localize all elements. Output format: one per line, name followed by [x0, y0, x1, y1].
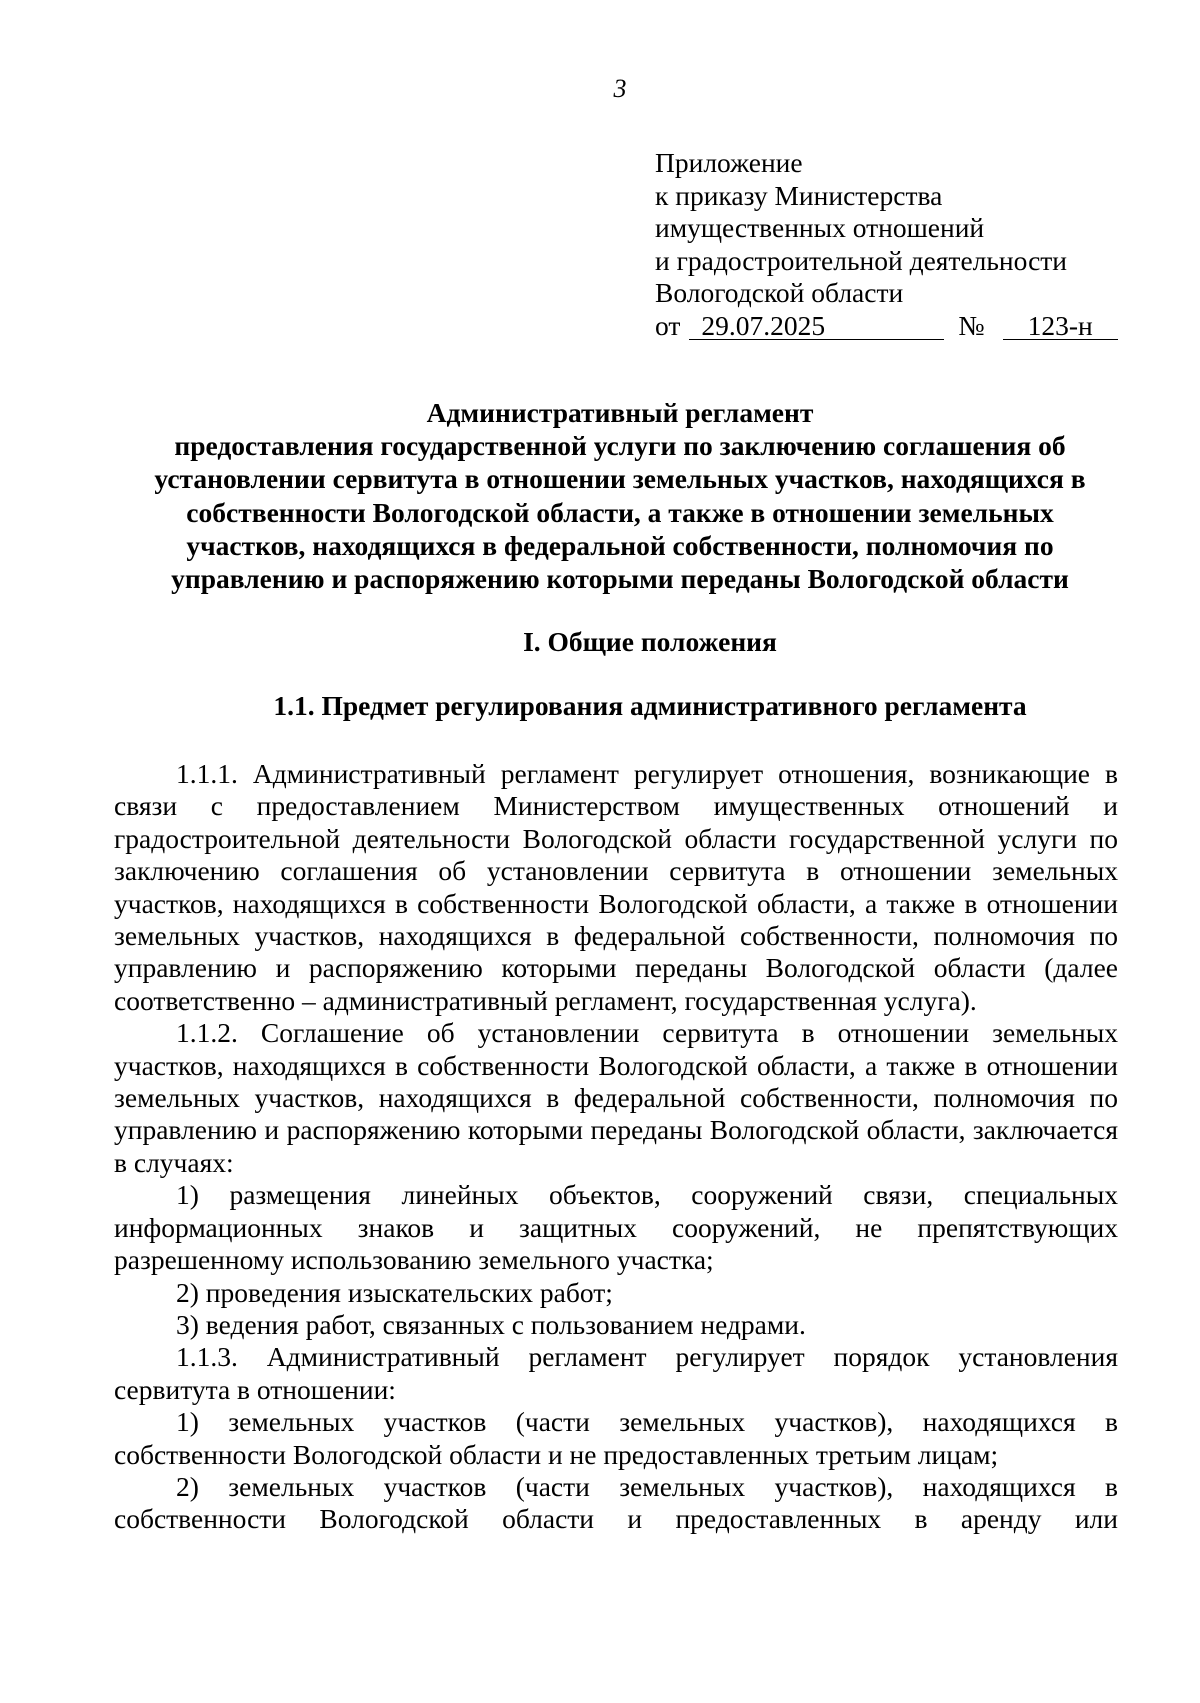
- number-sign: №: [958, 309, 985, 341]
- appendix-block: [655, 147, 1118, 343]
- appendix-line: к приказу Министерства: [655, 179, 943, 211]
- body-text: [114, 758, 1118, 1536]
- from-label: от: [655, 309, 681, 341]
- paragraph: 1.1.2. Соглашение об установлении сервитута в отношении земельных участков, находящихся в собственности Вологодской области, а также в отношении земельных участков, находящихся в федеральной собственности, полномочия по управлению и распоряжению которыми переданы Вологодской области, заключается в случаях:: [114, 1017, 1118, 1178]
- page-number: 3: [613, 74, 627, 103]
- list-item: 1) земельных участков (части земельных участков), находящихся в собственности Вологодской области и не предоставленных третьим лицам;: [114, 1406, 1118, 1470]
- subsection-heading: 1.1. Предмет регулирования административного регламента: [273, 690, 1027, 721]
- order-date-number-line: [655, 310, 1118, 343]
- document-title: [110, 396, 1130, 595]
- appendix-line: и градостроительной деятельности: [655, 244, 1068, 276]
- title-line: Административный регламент: [426, 397, 814, 428]
- title-line: собственности Вологодской области, а также в отношении земельных: [186, 496, 1054, 528]
- list-item: 3) ведения работ, связанных с пользованием недрами.: [176, 1308, 806, 1340]
- appendix-line: имущественных отношений: [655, 212, 985, 244]
- list-item: 1) размещения линейных объектов, сооружений связи, специальных информационных знаков и защитных сооружений, не препятствующих разрешенному использованию земельного участка;: [114, 1179, 1118, 1276]
- title-line: установлении сервитута в отношении земельных участков, находящихся в: [154, 463, 1086, 495]
- order-date: 29.07.2025: [689, 313, 944, 340]
- title-line: управлению и распоряжению которыми переданы Вологодской области: [171, 563, 1069, 595]
- appendix-line: Приложение: [655, 147, 803, 178]
- list-item: 2) земельных участков (части земельных участков), находящихся в собственности Вологодской области и предоставленных в аренду или: [114, 1470, 1118, 1535]
- order-number: 123-н: [1003, 313, 1118, 340]
- section-heading: I. Общие положения: [523, 626, 777, 657]
- appendix-line: Вологодской области: [655, 277, 904, 309]
- title-line: участков, находящихся в федеральной собственности, полномочия по: [186, 529, 1054, 561]
- paragraph: 1.1.3. Административный регламент регулирует порядок установления сервитута в отношении:: [114, 1341, 1118, 1405]
- paragraph: 1.1.1. Административный регламент регулирует отношения, возникающие в связи с предоставлением Министерством имущественных отношений и градостроительной деятельности Вологодской области государственной услуги по заключению соглашения об установлении сервитута в отношении земельных участков, находящихся в собственности Вологодской области, а также в отношении земельных участков, находящихся в федеральной собственности, полномочия по управлению и распоряжению которыми переданы Вологодской области (далее соответственно – административный регламент, государственная услуга).: [114, 758, 1118, 1016]
- list-item: 2) проведения изыскательских работ;: [176, 1276, 613, 1308]
- title-line: предоставления государственной услуги по заключению соглашения об: [174, 430, 1066, 462]
